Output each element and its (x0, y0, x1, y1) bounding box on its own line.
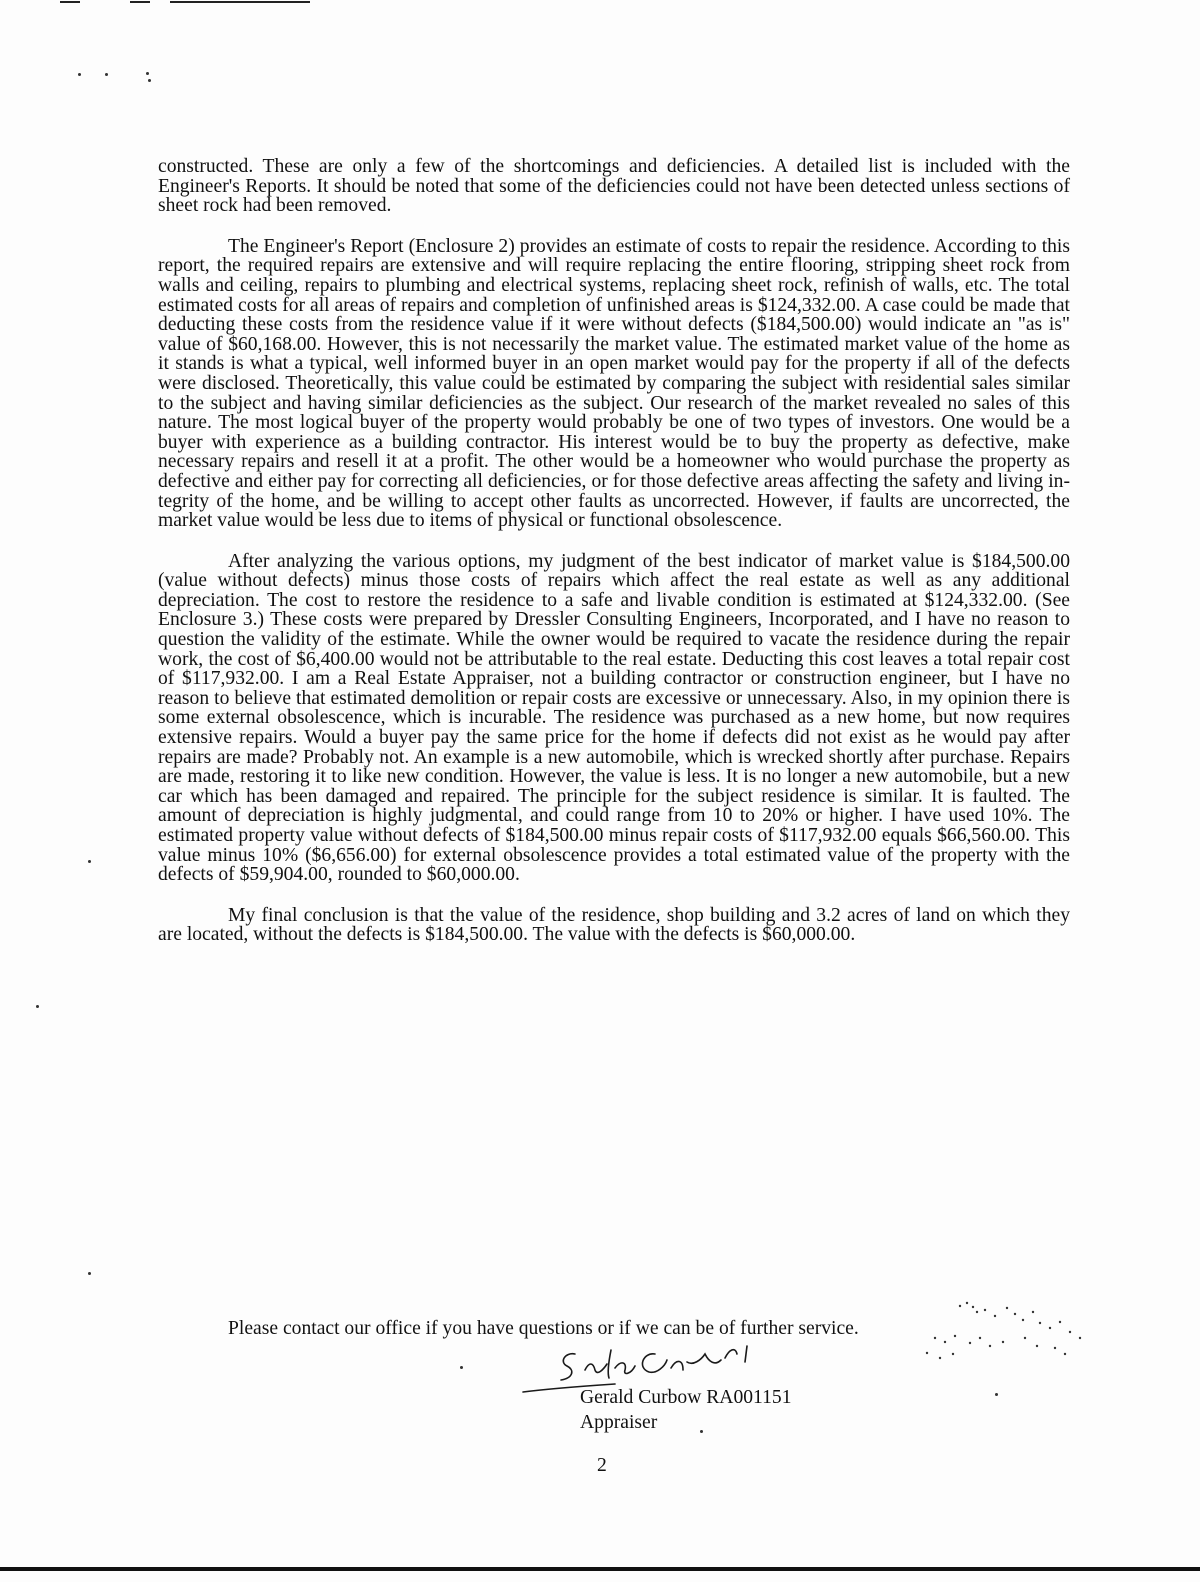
scan-speck (105, 73, 108, 76)
scan-mark (130, 1, 150, 3)
paragraph-4: My final conclusion is that the value of the residence, shop building and 3.2 acres of land on which they are located, without the defects is $184,500.00. The value with the defects is $60,000.00. (158, 904, 1070, 946)
scan-speck (78, 73, 81, 76)
scan-speck (460, 1366, 463, 1369)
scan-mark (60, 1, 80, 3)
signer-title: Appraiser (580, 1412, 658, 1433)
closing-line: Please contact our office if you have questions or if we can be of further service. (228, 1318, 859, 1339)
scan-speck (88, 860, 91, 863)
body-text (158, 157, 1070, 945)
scan-speck (146, 72, 149, 75)
scan-border (0, 1567, 1200, 1571)
scan-speck (36, 1005, 39, 1008)
scan-speck (148, 79, 151, 82)
paragraph-2: The Engineer's Report (Enclosure 2) provides an estimate of costs to repair the residence. According to this report, the required repairs are extensive and will require replacing the entire flooring, stripping sheet rock from walls and ceiling, repairs to plumbing and electrical systems, replacing sheet rock, refinish of walls, etc. The total estimated costs for all areas of repairs and completion of unfinished areas is $124,332.00. A case could be made that deducting these costs from the residence value if it were without defects ($184,500.00) would indicate an "as is" value of $60,168.00. However, this is not necessarily the market value. The estimated market value of the home as it stands is what a typical, well informed buyer in an open market would pay for the property if all of the defects were disclosed. Theoretically, this value could be estimated by comparing the subject with residential sales similar to the subject and having similar deficiencies as the subject. Our research of the market revealed no sales of this nature. The most logical buyer of the property would probably be one of two types of investors. One would be a buyer with experience as a building contractor. His interest would be to buy the property as defective, make necessary repairs and resell it at a profit. The other would be a homeowner who would purchase the property as defective and either pay for correcting all deficiencies, or for those defective areas affecting the safety and living integrity of the home, and be willing to accept other faults as uncorrected. However, if faults are uncorrected, the market value would be less due to items of physical or functional obsolescence. (158, 235, 1070, 532)
scan-mark (170, 1, 310, 3)
scan-speck (995, 1393, 998, 1396)
page-number: 2 (597, 1455, 607, 1476)
scan-speck (700, 1430, 703, 1433)
signer-name: Gerald Curbow RA001151 (580, 1387, 792, 1408)
stamp-dots (915, 1298, 1090, 1378)
paragraph-1: constructed. These are only a few of the shortcomings and deficiencies. A detailed list is included with the Engineer's Reports. It should be noted that some of the deficiencies could not have been detected unless sections of sheet rock had been removed. (158, 156, 1070, 217)
paragraph-3: After analyzing the various options, my judgment of the best indicator of market value is $184,500.00 (value without defects) minus those costs of repairs which affect the real estate as well as any additional depreciation. The cost to restore the residence to a safe and livable condition is estimated at $124,332.00. (See Enclosure 3.) These costs were prepared by Dressler Consulting Engineers, Incorporated, and I have no reason to question the validity of the estimate. While the owner would be required to vacate the residence during the repair work, the cost of $6,400.00 would not be attributable to the real estate. Deducting this cost leaves a total repair cost of $117,932.00. I am a Real Estate Appraiser, not a building contractor or construction engineer, but I have no reason to believe that estimated demolition or repair costs are excessive or unnecessary. Also, in my opinion there is some external obsolescence, which is incurable. The residence was purchased as a new home, but now requires extensive repairs. Would a buyer pay the same price for the home if defects did not exist as he would pay after repairs are made? Probably not. An example is a new automobile, which is wrecked shortly after purchase. Repairs are made, restoring it to like new condition. However, the value is less. It is no longer a new automobile, but a new car which has been damaged and repaired. The principle for the subject residence is similar. It is faulted. The amount of depreciation is highly judgmental, and could range from 10 to 20% or higher. I have used 10%. The estimated property value without defects of $184,500.00 minus repair costs of $117,932.00 equals $66,560.00. This value minus 10% ($6,656.00) for external obsolescence provides a total estimated value of the property with the defects of $59,904.00, rounded to $60,000.00. (158, 550, 1070, 886)
scan-speck (88, 1272, 91, 1275)
